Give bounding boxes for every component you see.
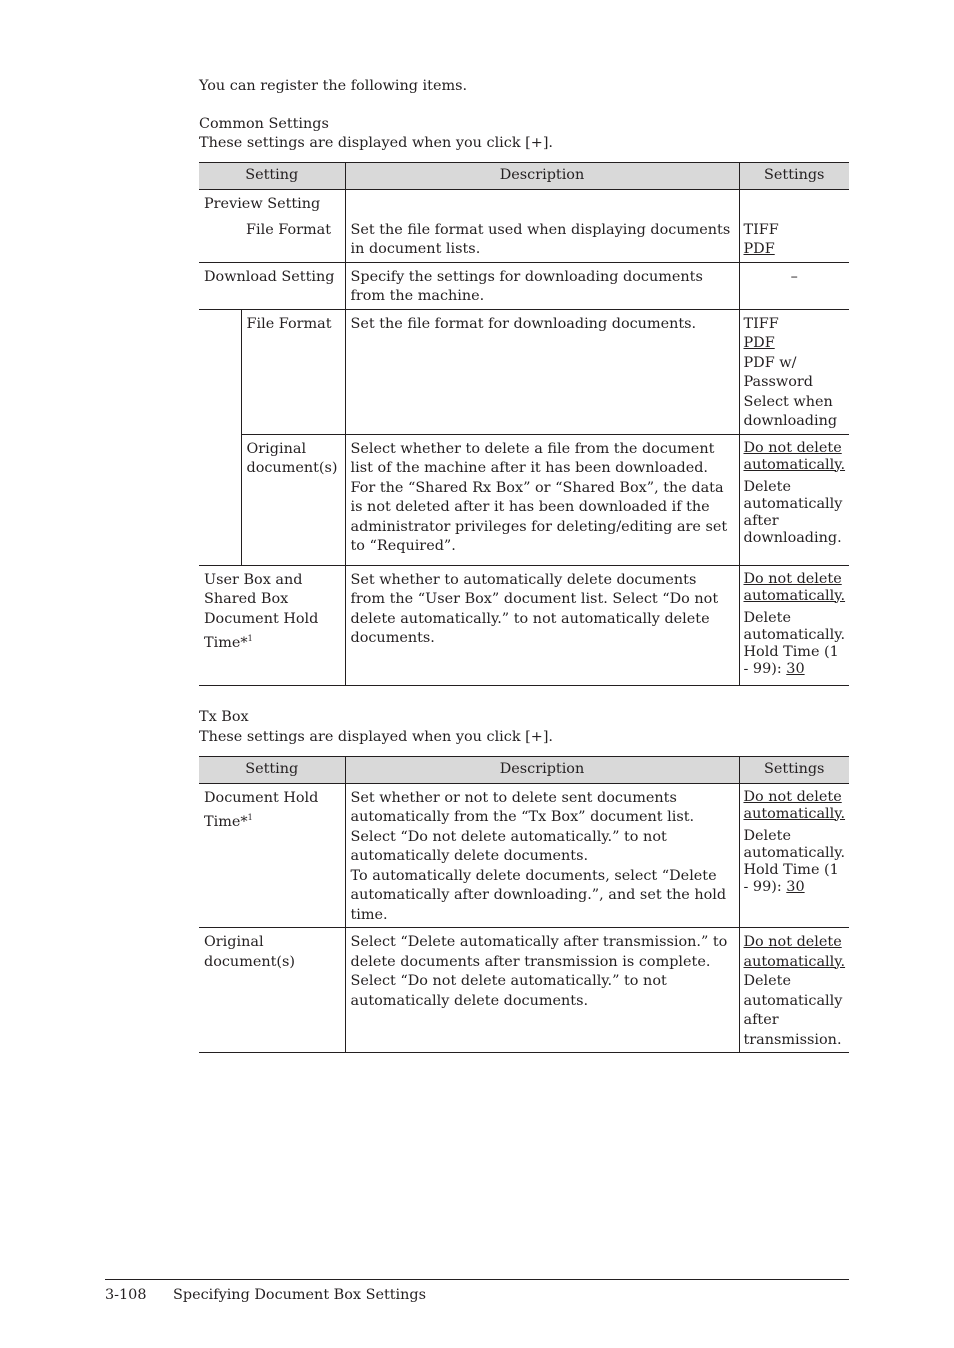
- description-cell: [345, 189, 739, 262]
- option-select-when-downloading: Select when downloading: [743, 393, 838, 429]
- table-row-hold-time: [199, 565, 849, 685]
- tx-hold-time-label: Document Hold Time*: [204, 789, 319, 830]
- tx-hold-time-description-3: To automatically delete documents, select “Delete automatically after downloading.”, and set the hold time.: [350, 867, 727, 923]
- indent-cell: [199, 434, 241, 565]
- setting-cell: [199, 262, 345, 309]
- table-header-row: [199, 757, 849, 784]
- intro-text: You can register the following items.: [199, 78, 468, 94]
- column-header-description: Description: [345, 757, 739, 784]
- description-cell: [345, 565, 739, 685]
- common-settings-note: These settings are displayed when you click [+].: [199, 135, 554, 151]
- column-header-setting: Setting: [199, 757, 345, 784]
- option-do-not-delete-default: Do not delete automatically.: [743, 934, 846, 970]
- setting-cell: [199, 928, 345, 1053]
- option-pdf-password: PDF w/ Password: [743, 354, 813, 390]
- footer-divider: [105, 1279, 849, 1280]
- page-number: 3-108: [105, 1287, 147, 1303]
- option-do-not-delete-default: Do not delete automatically.: [743, 439, 846, 473]
- setting-cell: [241, 434, 345, 565]
- table-row-tx-original: [199, 928, 849, 1053]
- common-settings-table: [199, 162, 849, 686]
- option-delete-automatically: Delete automatically.: [743, 827, 846, 861]
- hold-time-description: Set whether to automatically delete documents from the “User Box” document list. Select “Do not delete automatically.” to not automatically delete documents.: [350, 571, 719, 646]
- tx-hold-time-description-2: Select “Do not delete automatically.” to not automatically delete documents.: [350, 828, 667, 864]
- download-file-format-description: Set the file format for downloading documents.: [350, 315, 697, 332]
- indent-cell: [199, 309, 241, 434]
- table-row-download-setting: [199, 262, 849, 309]
- preview-file-format-label: File Format: [246, 222, 332, 238]
- setting-cell: [199, 565, 345, 685]
- table-header-row: [199, 163, 849, 190]
- tx-original-description-2: Select “Do not delete automatically.” to not automatically delete documents.: [350, 973, 667, 1009]
- setting-cell: [199, 783, 345, 928]
- column-header-setting: Setting: [199, 163, 345, 190]
- preview-setting-label: Preview Setting: [204, 195, 321, 212]
- tx-original-label: Original document(s): [204, 934, 296, 970]
- tx-box-table: [199, 756, 849, 1053]
- footer-title: Specifying Document Box Settings: [173, 1287, 427, 1303]
- description-cell: [345, 783, 739, 928]
- settings-cell: [739, 928, 849, 1053]
- download-setting-description: Specify the settings for downloading documents from the machine.: [350, 268, 703, 304]
- download-file-format-label: File Format: [246, 315, 332, 332]
- setting-cell: [199, 189, 345, 262]
- option-delete-automatically: Delete automatically.: [743, 609, 846, 643]
- settings-cell: [739, 262, 849, 309]
- table-row-tx-hold-time: [199, 783, 849, 928]
- download-setting-value: –: [790, 268, 798, 285]
- option-do-not-delete-default: Do not delete automatically.: [743, 788, 846, 822]
- settings-cell: [739, 434, 849, 565]
- hold-time-label: User Box and Shared Box Document Hold Time*: [204, 571, 319, 651]
- common-settings-heading: Common Settings: [199, 116, 329, 132]
- option-pdf-default: PDF: [743, 241, 775, 257]
- option-pdf-default: PDF: [743, 335, 775, 351]
- download-original-label: Original document(s): [246, 440, 338, 476]
- table-row-download-file-format: [199, 309, 849, 434]
- preview-file-format-description: Set the file format used when displaying documents in document lists.: [350, 221, 731, 257]
- download-original-description: Select whether to delete a file from the document list of the machine after it has been downloaded. For the “Shared Rx Box” or “Shared Box”, the data is not deleted after it has been downloaded if the administrator privileges for deleting/editing are set to “Required”.: [350, 440, 728, 554]
- option-tiff: TIFF: [743, 221, 779, 238]
- option-tiff: TIFF: [743, 315, 779, 332]
- hold-time-range-label: Hold Time (1 - 99):: [743, 861, 839, 895]
- settings-cell: [739, 783, 849, 928]
- description-cell: [345, 262, 739, 309]
- column-header-settings: Settings: [739, 757, 849, 784]
- hold-time-default-value: 30: [786, 878, 805, 895]
- table-row-preview-setting: [199, 189, 849, 262]
- footnote-marker: 1: [247, 634, 253, 643]
- tx-box-note: These settings are displayed when you click [+].: [199, 729, 554, 745]
- settings-cell: [739, 189, 849, 262]
- footnote-marker: 1: [247, 813, 253, 822]
- tx-box-heading: Tx Box: [199, 709, 249, 725]
- settings-cell: [739, 309, 849, 434]
- hold-time-range-label: Hold Time (1 - 99):: [743, 643, 839, 677]
- column-header-settings: Settings: [739, 163, 849, 190]
- option-do-not-delete-default: Do not delete automatically.: [743, 570, 846, 604]
- setting-cell: [241, 309, 345, 434]
- tx-original-description-1: Select “Delete automatically after transmission.” to delete documents after transmission is complete.: [350, 934, 728, 970]
- option-delete-after-download: Delete automatically after downloading.: [743, 478, 843, 546]
- description-cell: [345, 928, 739, 1053]
- table-row-download-original: [199, 434, 849, 565]
- hold-time-default-value: 30: [786, 660, 805, 677]
- settings-cell: [739, 565, 849, 685]
- download-setting-label: Download Setting: [204, 268, 335, 285]
- tx-hold-time-description-1: Set whether or not to delete sent documents automatically from the “Tx Box” document list.: [350, 789, 695, 825]
- option-delete-after-transmission: Delete automatically after transmission.: [743, 973, 843, 1048]
- description-cell: [345, 309, 739, 434]
- description-cell: [345, 434, 739, 565]
- column-header-description: Description: [345, 163, 739, 190]
